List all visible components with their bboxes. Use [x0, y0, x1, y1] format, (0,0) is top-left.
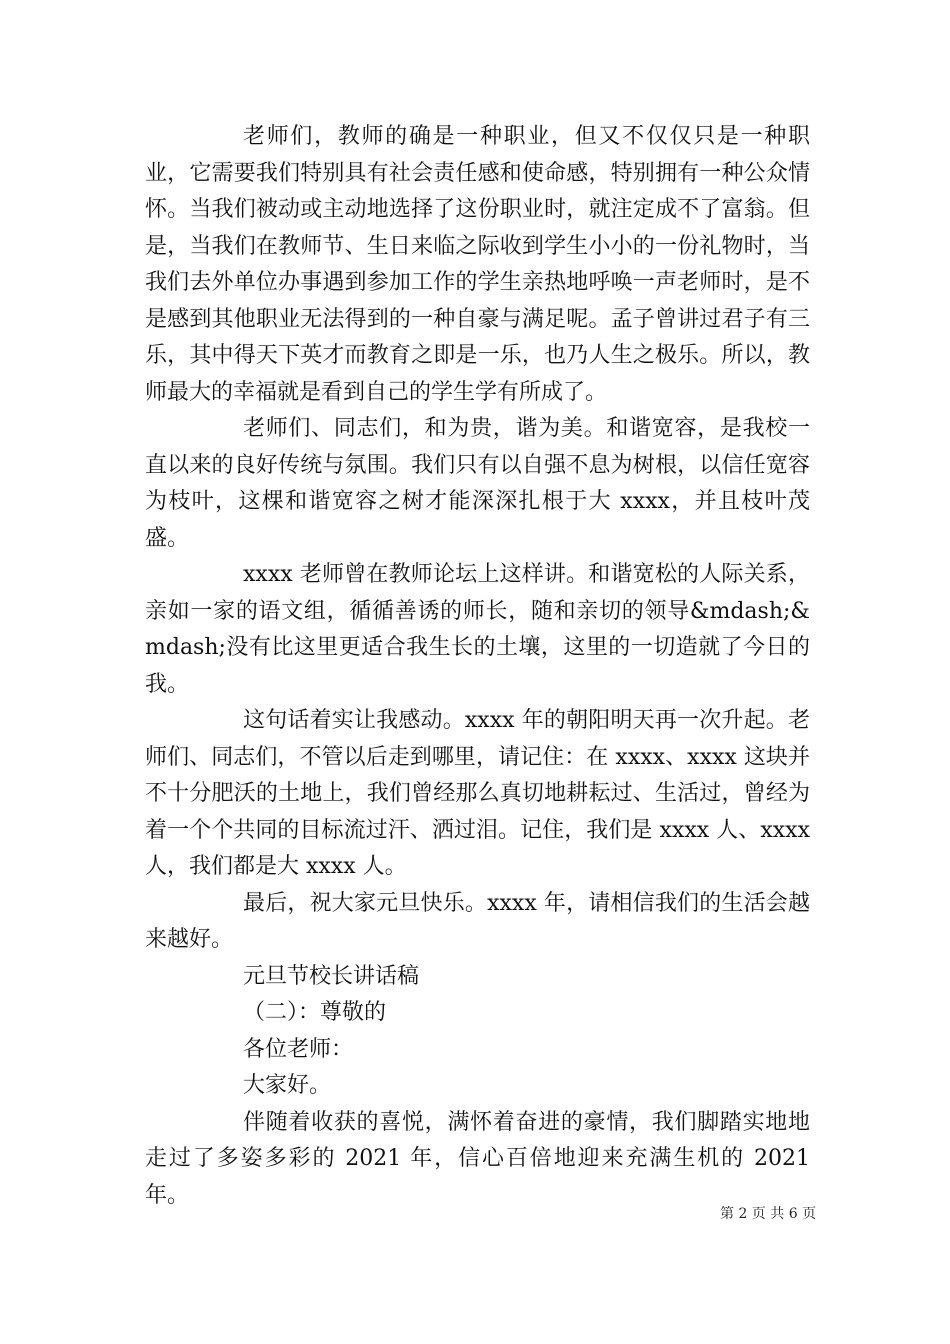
paragraph-3: xxxx 老师曾在教师论坛上这样讲。和谐宽松的人际关系，亲如一家的语文组，循循善诱的师长，随和亲切的领导&mdash;&mdash;没有比这里更适合我生长的土壤，这里的一切造就了今日的我。: [145, 562, 810, 697]
section-title: 元旦节校长讲话稿: [243, 963, 420, 989]
paragraph-1: 老师们，教师的确是一种职业，但又不仅仅只是一种职业，它需要我们特别具有社会责任感和使命感，特别拥有一种公众情怀。当我们被动或主动地选择了这份职业时，就注定成不了富翁。但是，当我们在教师节、生日来临之际收到学生小小的一份礼物时，当我们去外单位办事遇到参加工作的学生亲热地呼唤一声老师时，是不是感到其他职业无法得到的一种自豪与满足呢。孟子曾讲过君子有三乐，其中得天下英才而教育之即是一乐，也乃人生之极乐。所以，教师最大的幸福就是看到自己的学生学有所成了。: [145, 124, 810, 405]
salutation: 各位老师：: [243, 1036, 354, 1062]
document-body: [145, 119, 810, 1214]
section-subtitle: （二）：尊敬的: [243, 1000, 387, 1025]
paragraph-2: 老师们、同志们，和为贵，谐为美。和谐宽容，是我校一直以来的良好传统与氛围。我们只有以自强不息为树根，以信任宽容为枝叶，这棵和谐宽容之树才能深深扎根于大 xxxx，并且枝叶茂盛。: [145, 416, 810, 551]
page-number-footer: 第 2 页 共 6 页: [720, 1206, 817, 1222]
paragraph-5: 最后，祝大家元旦快乐。xxxx 年，请相信我们的生活会越来越好。: [145, 890, 810, 952]
paragraph-4: 这句话着实让我感动。xxxx 年的朝阳明天再一次升起。老师们、同志们，不管以后走到哪里，请记住：在 xxxx、xxxx 这块并不十分肥沃的土地上，我们曾经那么真切地耕耘过、生活过，曾经为着一个个共同的目标流过汗、洒过泪。记住，我们是 xxxx 人、xxxx 人，我们都是大 xxxx 人。: [145, 708, 810, 879]
greeting: 大家好。: [243, 1073, 332, 1098]
paragraph-final: 伴随着收获的喜悦，满怀着奋进的豪情，我们脚踏实地地走过了多姿多彩的 2021 年，信心百倍地迎来充满生机的 2021 年。: [145, 1109, 810, 1208]
